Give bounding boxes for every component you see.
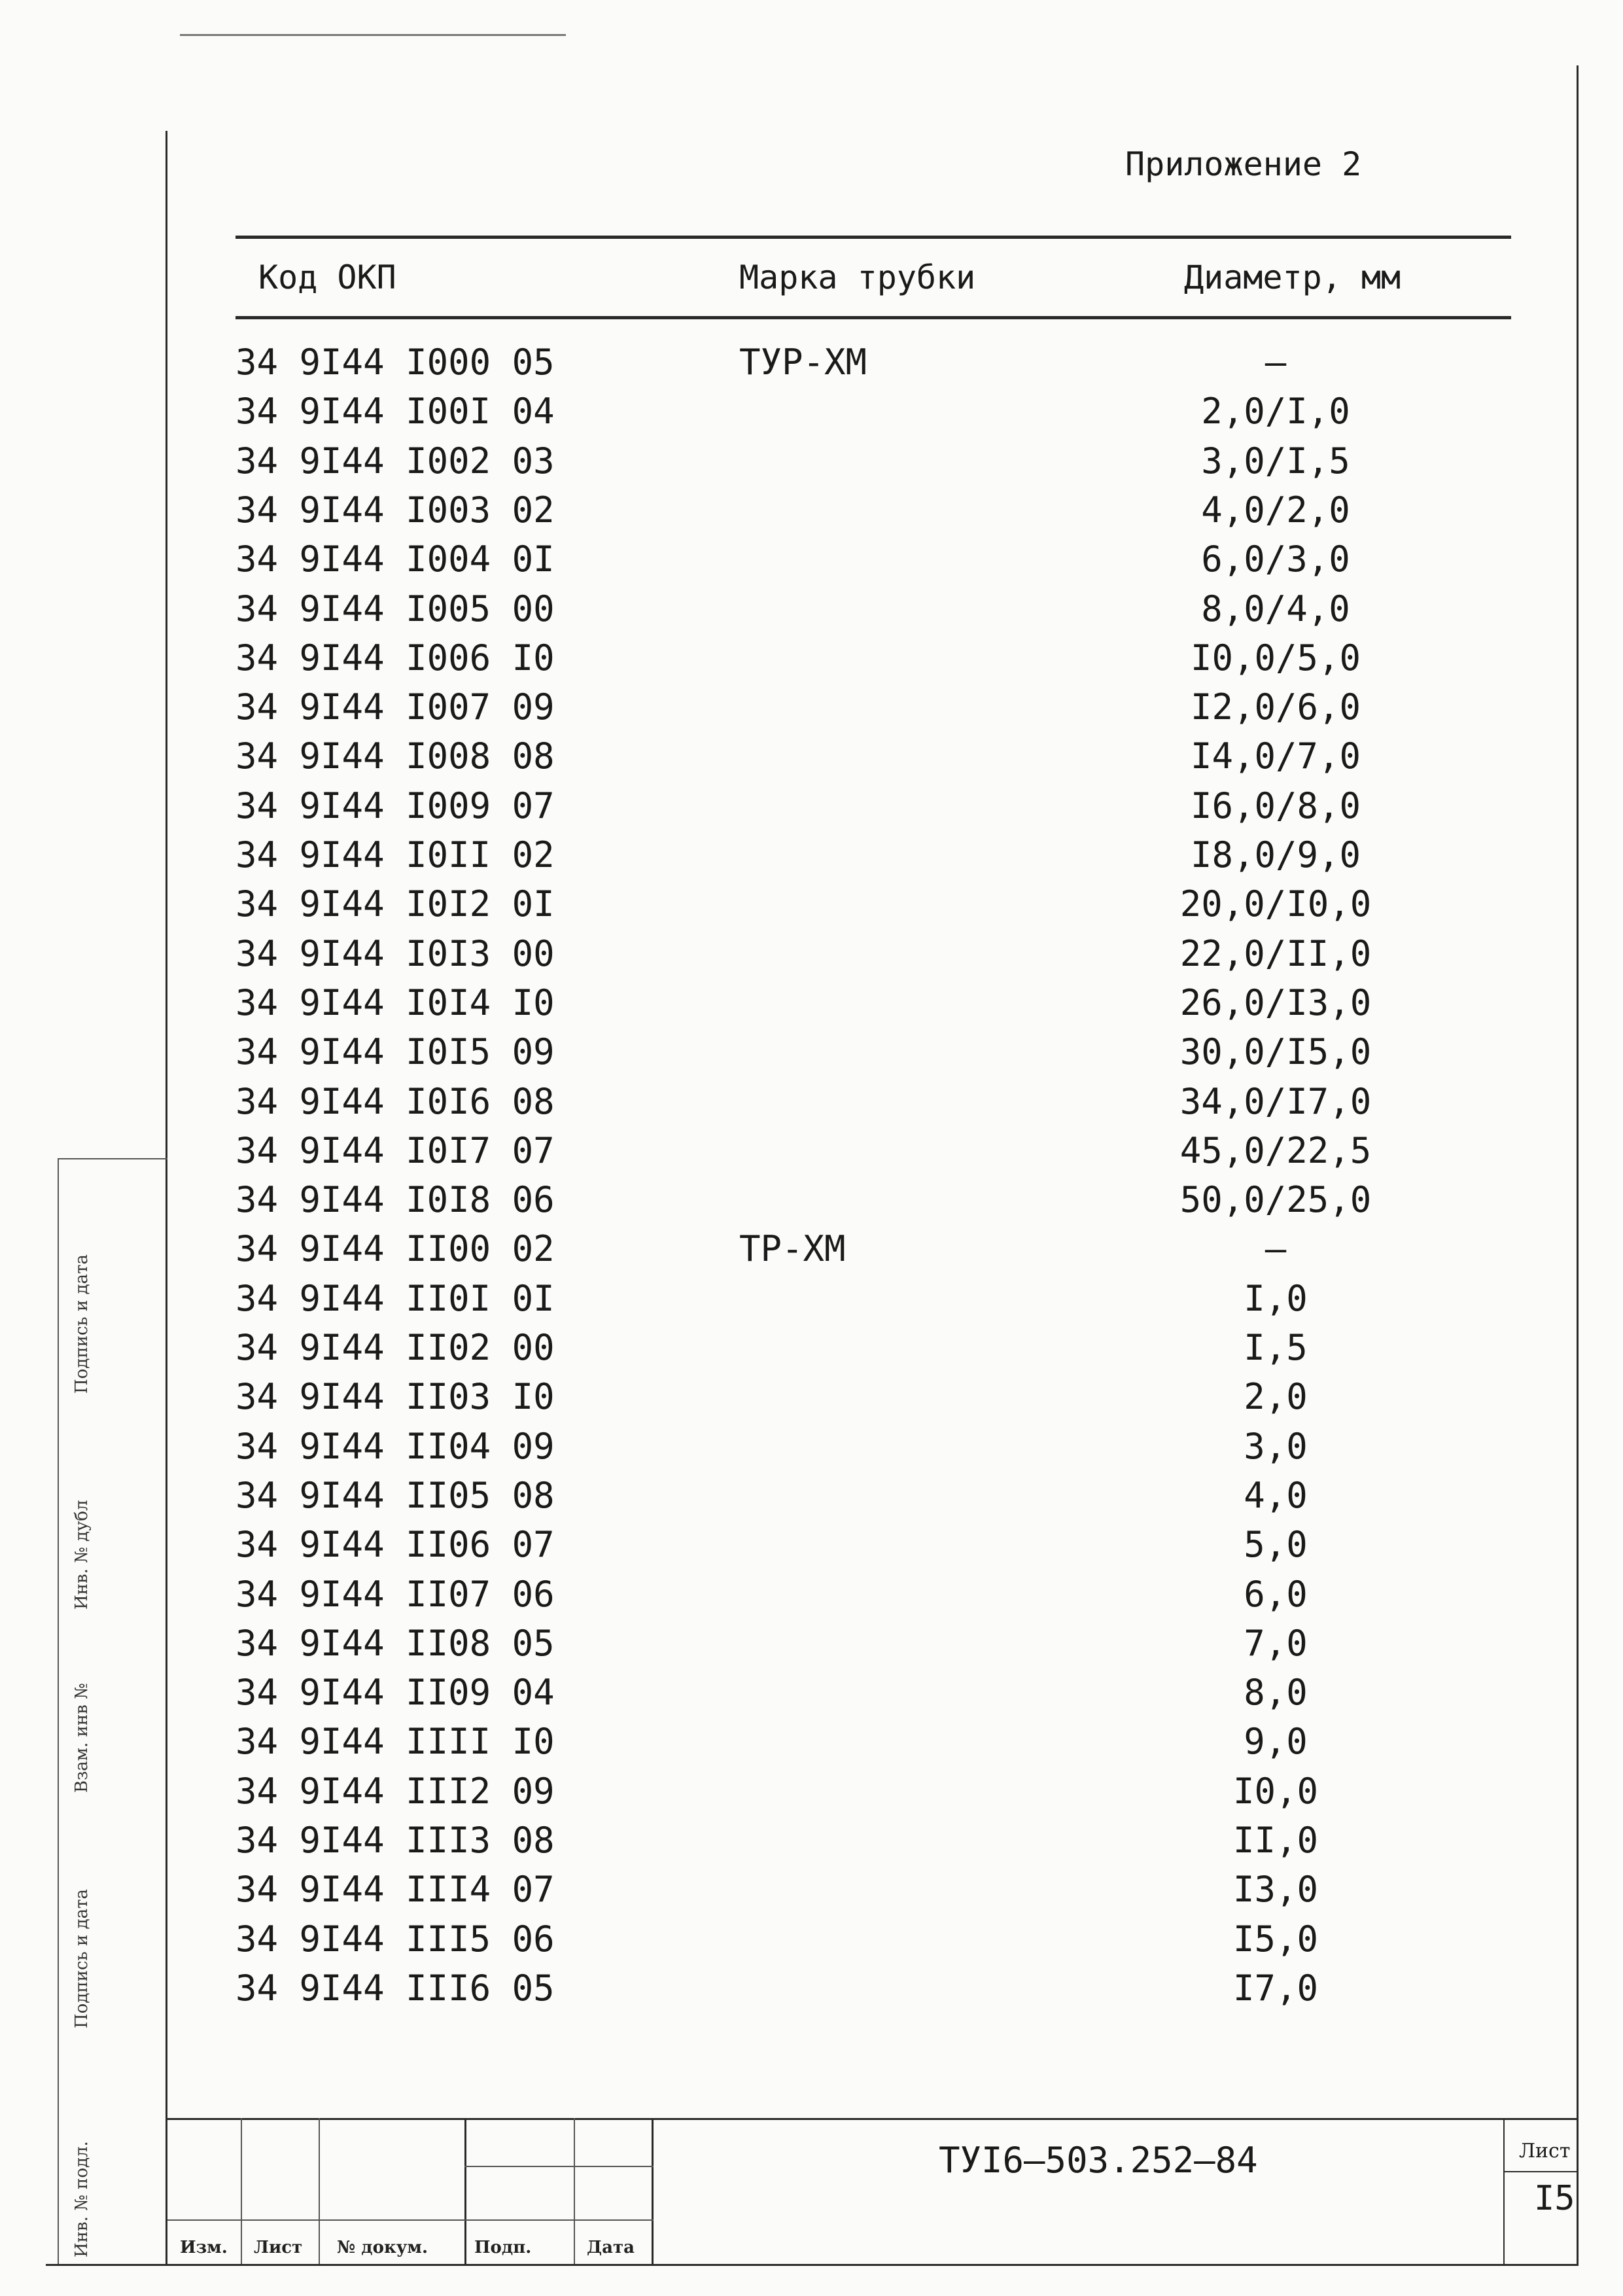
diameter-value: I0,0/5,0	[1190, 637, 1361, 679]
okp-code: 34 9I44 I0I7 07	[236, 1129, 555, 1171]
tb-label-signature: Подп.	[474, 2238, 532, 2257]
document-number: ТУI6–503.252–84	[939, 2140, 1258, 2181]
tb-label-sheet: Лист	[254, 2238, 303, 2257]
okp-code: 34 9I44 I006 I0	[236, 637, 555, 679]
okp-code: 34 9I44 I007 09	[236, 686, 555, 728]
okp-code: 34 9I44 II05 08	[236, 1474, 555, 1516]
table-row	[236, 440, 1413, 489]
diameter-value: 4,0/2,0	[1201, 489, 1350, 531]
table-row	[236, 342, 1413, 391]
frame-bottom	[46, 2264, 1579, 2266]
table-row	[236, 1672, 1413, 1721]
frame-right	[1577, 65, 1579, 2264]
tube-grade: ТР-ХМ	[739, 1228, 846, 1270]
table-row	[236, 686, 1413, 735]
appendix-label: Приложение 2	[1125, 145, 1362, 183]
sheet-number: I5	[1534, 2179, 1575, 2218]
okp-code: 34 9I44 I003 02	[236, 489, 555, 531]
diameter-value: 34,0/I7,0	[1179, 1080, 1372, 1122]
table-row	[236, 1179, 1413, 1228]
diameter-value: I0,0	[1232, 1770, 1319, 1812]
okp-code: 34 9I44 IIII I0	[236, 1721, 555, 1763]
side-column-line	[58, 1158, 59, 2264]
side-label-orig-inv: Инв. № подл.	[72, 2141, 92, 2257]
header-diameter: Диаметр, мм	[1184, 258, 1401, 296]
diameter-value: I4,0/7,0	[1190, 735, 1361, 777]
table-row	[236, 539, 1413, 588]
okp-code: 34 9I44 II09 04	[236, 1672, 555, 1714]
table-row	[236, 1376, 1413, 1425]
sheet-label: Лист	[1519, 2140, 1571, 2163]
okp-code: 34 9I44 III6 05	[236, 1967, 555, 2009]
table-row	[236, 1869, 1413, 1918]
tb-label-doc-no: № докум.	[337, 2238, 428, 2257]
diameter-value: I,5	[1244, 1327, 1308, 1368]
okp-code: 34 9I44 III4 07	[236, 1869, 555, 1911]
diameter-value: 9,0	[1244, 1721, 1308, 1763]
table-row	[236, 883, 1413, 932]
table-row	[236, 637, 1413, 686]
table-row	[236, 1031, 1413, 1080]
table-row	[236, 1918, 1413, 1968]
okp-code: 34 9I44 III5 06	[236, 1918, 555, 1960]
diameter-value: I5,0	[1232, 1918, 1319, 1960]
side-label-sign-date-2: Подпись и дата	[72, 1889, 92, 2028]
table-row	[236, 391, 1413, 440]
table-row	[236, 1475, 1413, 1524]
okp-code: 34 9I44 II03 I0	[236, 1376, 555, 1418]
okp-code: 34 9I44 I009 07	[236, 785, 555, 826]
tb-col-1	[241, 2118, 242, 2264]
diameter-value: 3,0	[1244, 1425, 1308, 1467]
diameter-value: 4,0	[1244, 1474, 1308, 1516]
okp-code: 34 9I44 III2 09	[236, 1770, 555, 1812]
diameter-value: I2,0/6,0	[1190, 686, 1361, 728]
table-header-bottom-rule	[236, 316, 1511, 319]
diameter-value: 50,0/25,0	[1179, 1179, 1372, 1221]
table-row	[236, 1574, 1413, 1623]
diameter-value: 3,0/I,5	[1201, 440, 1350, 482]
okp-code: 34 9I44 II00 02	[236, 1228, 555, 1270]
header-grade: Марка трубки	[739, 258, 976, 296]
diameter-value: 8,0/4,0	[1201, 588, 1350, 629]
okp-code: 34 9I44 II0I 0I	[236, 1277, 555, 1319]
okp-code: 34 9I44 II02 00	[236, 1327, 555, 1368]
okp-code: 34 9I44 I0II 02	[236, 834, 555, 875]
diameter-value: 6,0/3,0	[1201, 539, 1350, 580]
okp-code: 34 9I44 I000 05	[236, 342, 555, 383]
tb-label-date: Дата	[587, 2238, 635, 2257]
tb-sheet-row	[1503, 2171, 1577, 2172]
okp-code: 34 9I44 II08 05	[236, 1622, 555, 1664]
okp-code: 34 9I44 I0I5 09	[236, 1031, 555, 1073]
diameter-value: II,0	[1232, 1820, 1319, 1861]
table-row	[236, 489, 1413, 539]
tube-grade: ТУР-ХМ	[739, 342, 867, 383]
table-row	[236, 933, 1413, 982]
table-row	[236, 588, 1413, 637]
okp-code: 34 9I44 I0I4 I0	[236, 981, 555, 1023]
okp-code: 34 9I44 I0I6 08	[236, 1080, 555, 1122]
okp-code: 34 9I44 I002 03	[236, 440, 555, 482]
okp-code: 34 9I44 I0I8 06	[236, 1179, 555, 1221]
diameter-value: 2,0	[1244, 1376, 1308, 1418]
diameter-value: 8,0	[1244, 1672, 1308, 1714]
diameter-value: I7,0	[1232, 1967, 1319, 2009]
table-row	[236, 1228, 1413, 1277]
header-code: Код ОКП	[258, 258, 396, 296]
table-row	[236, 1426, 1413, 1475]
okp-code: 34 9I44 I0I2 0I	[236, 883, 555, 925]
table-row	[236, 1623, 1413, 1672]
okp-code: 34 9I44 I005 00	[236, 588, 555, 629]
table-row	[236, 1524, 1413, 1573]
diameter-value: 22,0/II,0	[1179, 932, 1372, 974]
table-row	[236, 785, 1413, 834]
table-row	[236, 1721, 1413, 1770]
tb-col-2	[319, 2118, 320, 2264]
side-label-sign-date-1: Подпись и дата	[72, 1254, 92, 1394]
tb-col-4	[574, 2118, 575, 2264]
diameter-value: 26,0/I3,0	[1179, 981, 1372, 1023]
diameter-value: 6,0	[1244, 1573, 1308, 1615]
table-row	[236, 1771, 1413, 1820]
diameter-value: 2,0/I,0	[1201, 391, 1350, 433]
diameter-value: 45,0/22,5	[1179, 1129, 1372, 1171]
tb-row-1	[464, 2166, 654, 2167]
okp-code: 34 9I44 I008 08	[236, 735, 555, 777]
table-row	[236, 1278, 1413, 1327]
diameter-value: I,0	[1244, 1277, 1308, 1319]
table-row	[236, 834, 1413, 883]
diameter-value: –	[1265, 342, 1287, 383]
okp-code: 34 9I44 II06 07	[236, 1524, 555, 1566]
table-row	[236, 1968, 1413, 2017]
top-scan-mark	[180, 34, 566, 36]
table-row	[236, 1820, 1413, 1869]
table-row	[236, 1130, 1413, 1179]
okp-code: 34 9I44 II07 06	[236, 1573, 555, 1615]
diameter-value: 20,0/I0,0	[1179, 883, 1372, 925]
okp-code: 34 9I44 I00I 04	[236, 391, 555, 433]
tb-col-5	[652, 2118, 654, 2264]
okp-code: 34 9I44 III3 08	[236, 1820, 555, 1861]
diameter-value: I8,0/9,0	[1190, 834, 1361, 875]
table-row	[236, 1081, 1413, 1130]
okp-code: 34 9I44 II04 09	[236, 1425, 555, 1467]
tb-label-change: Изм.	[180, 2238, 228, 2257]
table-header-top-rule	[236, 236, 1511, 239]
okp-code: 34 9I44 I004 0I	[236, 539, 555, 580]
table-row	[236, 1327, 1413, 1376]
table-row	[236, 982, 1413, 1031]
diameter-value: 30,0/I5,0	[1179, 1031, 1372, 1073]
tb-sheet-col	[1503, 2118, 1505, 2264]
tb-row-2	[167, 2219, 654, 2221]
diameter-value: 5,0	[1244, 1524, 1308, 1566]
frame-left	[166, 131, 167, 2264]
table-row	[236, 735, 1413, 785]
side-label-dup-inv: Инв. № дубл	[72, 1500, 92, 1610]
diameter-value: –	[1265, 1228, 1287, 1270]
okp-code: 34 9I44 I0I3 00	[236, 932, 555, 974]
title-block-top	[167, 2118, 1577, 2120]
tb-col-3	[464, 2118, 466, 2264]
diameter-value: I3,0	[1232, 1869, 1319, 1911]
side-label-replace-inv: Взам. инв №	[72, 1683, 92, 1793]
side-column-top	[58, 1158, 167, 1159]
diameter-value: I6,0/8,0	[1190, 785, 1361, 826]
diameter-value: 7,0	[1244, 1622, 1308, 1664]
